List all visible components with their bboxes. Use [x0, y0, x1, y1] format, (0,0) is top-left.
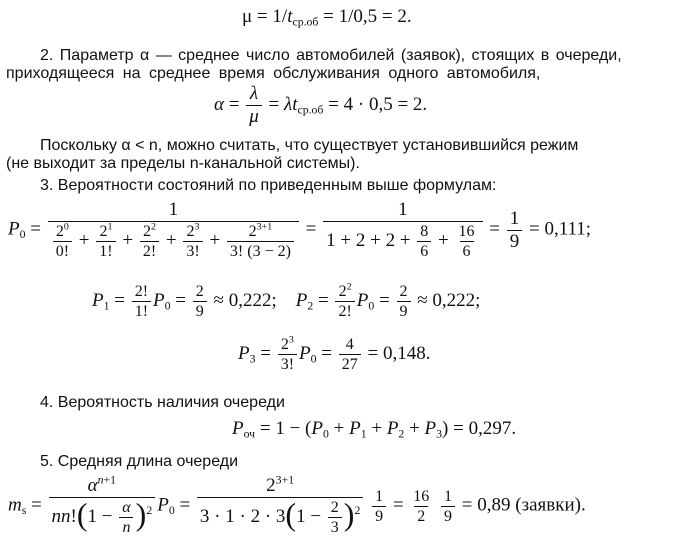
item-2-line-2: приходящееся на среднее время обслуживания одного автомобиля,: [6, 65, 541, 82]
condition-line-2: (не выходит за пределы n-канальной системы).: [6, 155, 360, 172]
item-3-heading: 3. Вероятности состояний по приведенным выше формулам:: [40, 177, 497, 194]
equation-alpha: α = $\frac{\lambda}{\mu}$ = $\lambda t_{ср.об} = 4 \cdot 0,5 = 2$.: [214, 83, 428, 127]
equation-mu: $\mu = 1/t_{ср.об} = 1/0,5 = 2$.: [242, 6, 412, 29]
equation-p-queue: $P_{оч} = 1 - (P_0 + P_1 + P_2 + P_3) = 0,297$.: [232, 418, 517, 441]
equation-p0: $P_0$ = 1 $\frac{2^0}{0!}$ + $\frac{2^1}{1!}$ + $\frac{2^2}{2!}$ + $\frac{2^3}{3!}$ + $\frac{2^{3+1}}{3! (3 - 2)}$ = 1 1 + 2 + 2 + $\frac{8}{6}$ + $\frac{16}{6}$ = $\frac{1}{9}$ = 0,111;: [8, 199, 592, 260]
item-2-line-1: 2. Параметр α — среднее число автомобилей (заявок), стоящих в очереди,: [40, 47, 622, 64]
item-5-heading: 5. Средняя длина очереди: [40, 453, 239, 470]
equation-queue-length: $m_s$ = $\alpha^{n+1}$ nn!(1 − $\frac{\alpha}{n}$ )$^2$ $P_0$ = $2^{3+1}$ 3 · 1 · 2 · 3(1 − $\frac{2}{3}$ )$^2$ $\frac{1}{9}$ = $\frac{16}{2}$ $\frac{1}{9}$ = 0,89 (заявки).: [8, 473, 586, 536]
condition-line-1: Поскольку α < n, можно считать, что существует установившийся режим: [40, 137, 579, 154]
item-4-heading: 4. Вероятность наличия очереди: [40, 394, 285, 411]
equation-p3: $P_3$ = $\frac{2^3}{3!}$ $P_0$ = $\frac{4}{27}$ = 0,148.: [238, 334, 431, 373]
equation-p1-p2: $P_1$ = $\frac{2!}{1!}$ $P_0$ = $\frac{2}{9}$ ≈ 0,222; $P_2$ = $\frac{2^2}{2!}$ $P_0$ = $\frac{2}{9}$ ≈ 0,222;: [92, 281, 481, 320]
